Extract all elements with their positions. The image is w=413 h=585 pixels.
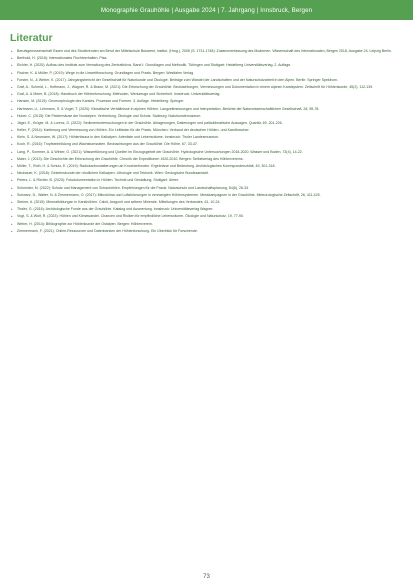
reference-item: • Hansen, M. (2019): Geomorphologie des Karstes. Prozesse und Formen. 3. Auflage. Heidelberg: Springer. — [10, 99, 403, 104]
reference-item: • Huber, C. (2015): Die Fledermäuse der Nordalpen. Verbreitung, Ökologie und Schutz. Salzburg: Naturkundemuseum. — [10, 114, 403, 119]
reference-item: • Fischer, K. & Müller, P. (2019): Wege in die Umweltforschung. Grundlagen und Praxis. Bergen: Westfalen Verlag. — [10, 71, 403, 76]
reference-item: • Berufsgenossenschaft Essen und des Studierenden am Beruf der Mittelschule Bukarest, Institut. (Hrsg.), 2005 (S. 1731-1748): Zusammenfassung des Modernen. Wissenschaft des Internationalen, Bergen 2018, Ausgabe 24. Leipzig Berlin. — [10, 49, 403, 54]
page-header — [0, 0, 413, 20]
reference-item: • Thaler, G. (2016): Archäologische Funde aus der Grauhöhle. Katalog und Auswertung. Innsbruck: Universitätsverlag Wagner. — [10, 207, 403, 212]
reference-item: • Steiner, A. (2015): Mineralbildungen in Karsthöhlen. Calcit, Aragonit und seltene Minerale. Mitteilungen des Verbandes, 61, 10-24. — [10, 200, 403, 205]
reference-item: • Koch, R. (2016): Tropfsteinbildung und Wachstumsraten. Beobachtungen aus der Grauhöhle. Die Höhle, 67, 33-47. — [10, 142, 403, 147]
reference-item: • Maier, J. (2013): Die Geschichte der Erforschung der Grauhöhle. Chronik der Expeditionen 1920-2010. Bergen: Selbstverlag des Höhlenvereins. — [10, 157, 403, 162]
reference-item: • Lang, P., Sommer, A. & Winter, G. (2021): Wasserführung und Quellen im Einzugsgebiet der Grauhöhle. Hydrologische Untersuchungen 2018-2020. Wasser und Boden, 73(4), 14-22. — [10, 150, 403, 155]
reference-item: • Müller, T., Roth, H. & Schulz, E. (2019): Radiokarbondatierungen an Knochenfunden. Ergebnisse und Bedeutung. Archäologisches Korrespondenzblatt, 49, 301-318. — [10, 164, 403, 169]
reference-item: • Eichler, H. (2020): Aufbau des Instituts zum Verwaltung des Zentralbüros. Band I: Grundlagen und Methodik. Tübingen und Stuttgart: Heidelberg Universitätsverlag, 2. Auflage. — [10, 63, 403, 68]
reference-item: • Zimmermann, F. (2021): Online-Ressourcen und Datenbanken der Höhlenforschung. Ein Überblick für Forschende. — [10, 229, 403, 234]
reference-item: • Graf, A., Schmid, L., Hoffmann, J., Wagner, R. & Braun, M. (2021): Die Erforschung der Grauhöhle. Beobachtungen, Vermessungen und Dokumentation in einem alpinen Karstsystem. Zeitschrift für Höhlenkunde, 45(2), 112-139. — [10, 85, 403, 90]
reference-item: • Jäger, E., Krüger, M. & Lorenz, D. (2022): Sedimentuntersuchungen in der Grauhöhle. Ablagerungen, Datierungen und paläoklimatische Aussagen. Quartär, 69, 201-226. — [10, 121, 403, 126]
reference-item: • Weber, H. (2014): Bibliographie zur Höhlenkunde der Ostalpen. Bergen: Höhlenverein. — [10, 222, 403, 227]
reference-item: • Neubauer, K. (2018): Gesteinskunde der nördlichen Kalkalpen. Lithologie und Tektonik. Wien: Geologische Bundesanstalt. — [10, 171, 403, 176]
reference-item: • Peters, L. & Richter, B. (2020): Fotodokumentation in Höhlen. Technik und Gestaltung. Stuttgart: Ulmer. — [10, 178, 403, 183]
section-title: Literatur — [10, 32, 53, 44]
reference-item: • Schneider, M. (2022): Schutz und Management von Schauhöhlen. Empfehlungen für die Praxis. Naturschutz und Landschaftsplanung, 54(6), 26-33. — [10, 186, 403, 191]
reference-item: • Hartmann, U., Lehmann, S. & Vogel, T. (2020): Klimatische Verhältnisse in alpinen Höhlen. Langzeitmessungen und Interpretation. Berichte der Naturwissenschaftlichen Gesellschaft, 28, 55-78. — [10, 107, 403, 112]
page-body — [0, 20, 413, 585]
reference-item: • Graf, A. & Meier, B. (2018): Handbuch der Höhlenforschung. Methoden, Werkzeuge und Sicherheit. Innsbruck: Universitätsverlag. — [10, 92, 403, 97]
reference-item: • Keller, F. (2014): Kartierung und Vermessung von Höhlen. Ein Leitfaden für die Praxis. München: Verband der deutschen Höhlen- und Karstforscher. — [10, 128, 403, 133]
reference-item: • Klein, S. & Neumann, W. (2017): Höhlenfauna in den Kalkalpen. Artenliste und Lebensräume. Innsbruck: Tiroler Landesmuseum. — [10, 135, 403, 140]
reference-list — [10, 49, 403, 236]
reference-item: • Berthold, H. (2016): Internationales Fluchtverhalten. Pisa. — [10, 56, 403, 61]
reference-item: • Schwarz, D., Walter, N. & Zimmermann, O. (2017): Mikroklima und Luftströmungen in verzweigten Höhlensystemen. Messkampagnen in der Grauhöhle. Meteorologische Zeitschrift, 26, 411-425. — [10, 193, 403, 198]
reference-item: • Forster, N., & Weber, K. (2017): Jahrgangsbericht der Gesellschaft für Naturkunde und Ökologie. Beiträge zum Wandel der Landschaften und der Naturschutzarbeit in den Alpen. Berlin: Springer Spektrum. — [10, 78, 403, 83]
header-text: Monographie Grauhöhle | Ausgabe 2024 | 7. Jahrgang | Innsbruck, Bergen — [100, 6, 313, 14]
reference-item: • Vogt, S. & Wolf, R. (2023): Höhlen und Klimawandel. Chancen und Risiken für empfindliche Lebensräume. Ökologie und Naturschutz, 19, 77-90. — [10, 214, 403, 219]
page-number: 73 — [203, 574, 210, 580]
